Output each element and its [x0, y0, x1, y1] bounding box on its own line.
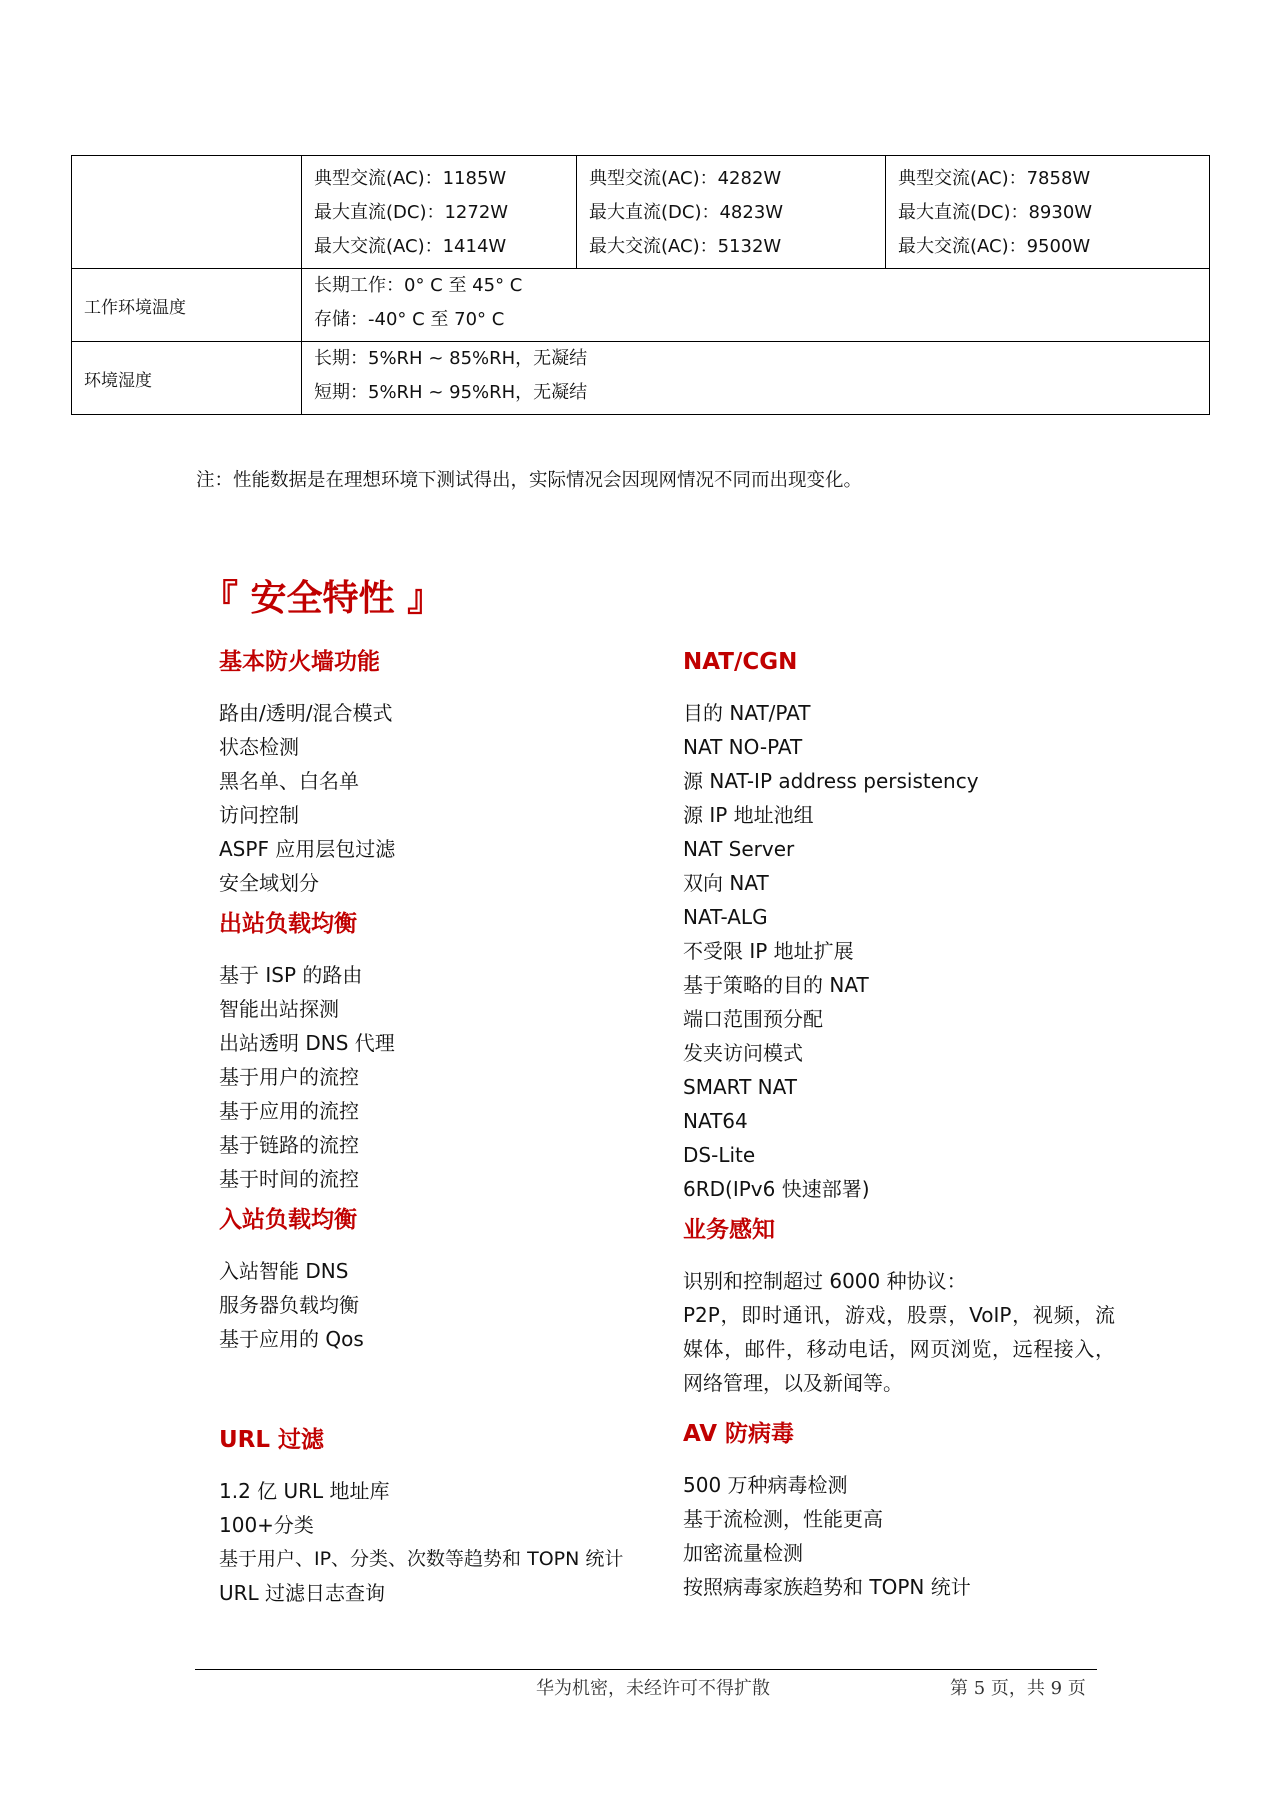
footer-rule [195, 1669, 1097, 1670]
feature-item: 服务器负载均衡 [219, 1293, 359, 1317]
feature-item: 目的 NAT/PAT [683, 701, 811, 725]
footer-page-number: 第 5 页，共 9 页 [950, 1678, 1086, 1699]
feature-item: 出站透明 DNS 代理 [219, 1031, 395, 1055]
power-cell-model-2 [577, 156, 886, 269]
feature-item: 访问控制 [219, 803, 299, 827]
feature-item: NAT NO-PAT [683, 735, 803, 759]
feature-item: 基于链路的流控 [219, 1133, 359, 1157]
feature-group-antivirus [683, 1418, 1115, 1604]
power-max-ac: 最大交流(AC)：5132W [589, 236, 782, 257]
feature-item: 基于用户、IP、分类、次数等趋势和 TOPN 统计 [219, 1548, 624, 1570]
feature-list [219, 958, 659, 1196]
temperature-storage: 存储：-40° C 至 70° C [314, 309, 505, 330]
feature-column-right [683, 646, 1115, 1604]
feature-group-app-awareness [683, 1214, 1115, 1400]
feature-item: NAT-ALG [683, 905, 768, 929]
feature-group-nat-cgn [683, 646, 1115, 1206]
power-max-ac: 最大交流(AC)：9500W [898, 236, 1091, 257]
group-title: NAT/CGN [683, 649, 798, 675]
feature-item: 基于用户的流控 [219, 1065, 359, 1089]
power-row [72, 156, 1210, 269]
feature-list [219, 696, 659, 900]
performance-note: 注：性能数据是在理想环境下测试得出，实际情况会因现网情况不同而出现变化。 [196, 470, 863, 491]
humidity-values [302, 342, 1210, 415]
temperature-label: 工作环境温度 [72, 269, 302, 342]
feature-list [683, 1468, 1115, 1604]
feature-item: ASPF 应用层包过滤 [219, 837, 396, 861]
footer-confidential: 华为机密，未经许可不得扩散 [536, 1678, 770, 1699]
feature-column-left [219, 646, 659, 1610]
power-typical-ac: 典型交流(AC)：4282W [589, 168, 782, 189]
group-title: URL 过滤 [219, 1427, 325, 1453]
feature-item: 6RD(IPv6 快速部署) [683, 1177, 870, 1201]
power-max-ac: 最大交流(AC)：1414W [314, 236, 507, 257]
feature-item: 源 NAT-IP address persistency [683, 769, 979, 793]
feature-item: SMART NAT [683, 1075, 797, 1099]
humidity-label: 环境湿度 [72, 342, 302, 415]
feature-item: 按照病毒家族趋势和 TOPN 统计 [683, 1575, 971, 1599]
feature-item: 端口范围预分配 [683, 1007, 823, 1031]
feature-item: 入站智能 DNS [219, 1259, 349, 1283]
feature-item: URL 过滤日志查询 [219, 1581, 386, 1605]
feature-item: 100+分类 [219, 1513, 314, 1537]
feature-group-outbound-lb [219, 908, 659, 1196]
feature-item: NAT64 [683, 1109, 748, 1133]
feature-list [219, 1474, 659, 1610]
feature-item: 发夹访问模式 [683, 1041, 803, 1065]
feature-group-firewall [219, 646, 659, 900]
feature-group-inbound-lb [219, 1204, 659, 1356]
section-title: 『 安全特性 』 [202, 578, 444, 619]
feature-item: 黑名单、白名单 [219, 769, 359, 793]
power-max-dc: 最大直流(DC)：1272W [314, 202, 509, 223]
group-title: 入站负载均衡 [219, 1207, 357, 1233]
feature-item: 不受限 IP 地址扩展 [683, 939, 854, 963]
feature-item: 智能出站探测 [219, 997, 339, 1021]
feature-item: 500 万种病毒检测 [683, 1473, 848, 1497]
humidity-row [72, 342, 1210, 415]
power-max-dc: 最大直流(DC)：8930W [898, 202, 1093, 223]
feature-item: 加密流量检测 [683, 1541, 803, 1565]
feature-item: 基于流检测，性能更高 [683, 1507, 883, 1531]
feature-item: DS-Lite [683, 1143, 756, 1167]
feature-item: 双向 NAT [683, 871, 769, 895]
power-typical-ac: 典型交流(AC)：1185W [314, 168, 507, 189]
power-cell-model-1 [302, 156, 577, 269]
group-title: 出站负载均衡 [219, 911, 357, 937]
feature-group-url-filter [219, 1424, 659, 1610]
group-title: AV 防病毒 [683, 1421, 795, 1447]
protocol-paragraph: P2P，即时通讯，游戏，股票，VoIP，视频，流媒体，邮件，移动电话，网页浏览，远程接入，网络管理，以及新闻等。 [683, 1303, 1115, 1395]
feature-item: 路由/透明/混合模式 [219, 701, 393, 725]
humidity-short-term: 短期：5%RH ~ 95%RH，无凝结 [314, 382, 588, 403]
feature-item: 基于应用的 Qos [219, 1327, 364, 1351]
temperature-row [72, 269, 1210, 342]
humidity-long-term: 长期：5%RH ~ 85%RH，无凝结 [314, 348, 588, 369]
temperature-values [302, 269, 1210, 342]
spec-table [71, 155, 1210, 415]
power-row-label [72, 156, 302, 269]
feature-list [219, 1254, 659, 1356]
feature-item: 基于 ISP 的路由 [219, 963, 363, 987]
feature-list [683, 1264, 1115, 1298]
power-max-dc: 最大直流(DC)：4823W [589, 202, 784, 223]
feature-list [683, 696, 1115, 1206]
feature-item: 1.2 亿 URL 地址库 [219, 1479, 390, 1503]
group-title: 业务感知 [683, 1217, 775, 1243]
feature-item: 源 IP 地址池组 [683, 803, 814, 827]
feature-item: 安全域划分 [219, 871, 319, 895]
feature-item: 基于策略的目的 NAT [683, 973, 869, 997]
feature-item: 基于应用的流控 [219, 1099, 359, 1123]
feature-item: 识别和控制超过 6000 种协议： [683, 1269, 967, 1293]
feature-item: NAT Server [683, 837, 795, 861]
power-cell-model-3 [886, 156, 1210, 269]
group-title: 基本防火墙功能 [219, 649, 380, 675]
temperature-long-term: 长期工作：0° C 至 45° C [314, 275, 523, 296]
power-typical-ac: 典型交流(AC)：7858W [898, 168, 1091, 189]
feature-item: 基于时间的流控 [219, 1167, 359, 1191]
feature-item: 状态检测 [219, 735, 299, 759]
